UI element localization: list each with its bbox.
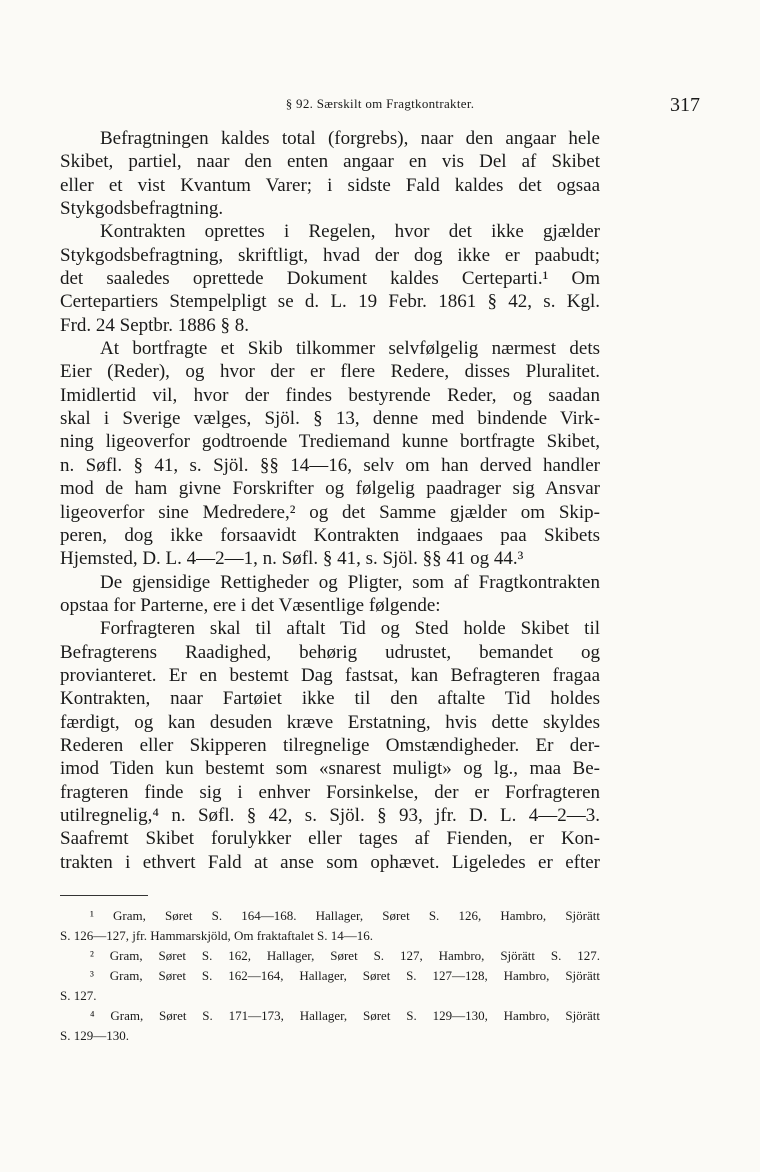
text-line: imod Tiden kun bestemt som «snarest muligt» og lg., maa Be- (60, 758, 600, 780)
text-line: Hjemsted, D. L. 4—2—1, n. Søfl. § 41, s. Sjöl. §§ 41 og 44.³ (60, 548, 524, 570)
text-line: Befragterens Raadighed, behørig udrustet, bemandet og (60, 641, 600, 663)
footnote-line: S. 127. (60, 988, 97, 1003)
text-line: fragteren finde sig i enhver Forsinkelse, der er Forfragteren (60, 781, 600, 803)
text-line: Frd. 24 Septbr. 1886 § 8. (60, 314, 249, 336)
footnote-line: S. 126—127, jfr. Hammarskjöld, Om fraktaftalet S. 14—16. (60, 928, 374, 943)
footnote-line: ⁴ Gram, Søret S. 171—173, Hallager, Søret S. 129—130, Hambro, Sjörätt (90, 1008, 600, 1023)
text-line: Saafremt Skibet forulykker eller tages af Fienden, er Kon- (60, 828, 600, 850)
text-line: Skibet, partiel, naar den enten angaar en vis Del af Skibet (60, 151, 600, 173)
text-line: Forfragteren skal til aftalt Tid og Sted holde Skibet til (100, 618, 600, 640)
text-line: Stykgodsbefragtning, skriftligt, hvad der dog ikke er paabudt; (60, 244, 600, 266)
footnote-line: ³ Gram, Søret S. 162—164, Hallager, Søret S. 127—128, Hambro, Sjörätt (90, 968, 600, 983)
text-line: det saaledes oprettede Dokument kaldes Certeparti.¹ Om (60, 268, 600, 290)
text-line: Befragtningen kaldes total (forgrebs), naar den angaar hele (100, 128, 600, 149)
footnote-divider (60, 895, 148, 896)
footnote-line: ² Gram, Søret S. 162, Hallager, Søret S. 127, Hambro, Sjörätt S. 127. (90, 948, 600, 963)
text-line: Stykgodsbefragtning. (60, 198, 224, 220)
text-line: At bortfragte et Skib tilkommer selvfølgelig nærmest dets (100, 338, 600, 360)
text-line: trakten i ethvert Fald at anse som ophævet. Ligeledes er efter (60, 851, 600, 873)
text-line: færdigt, og kan desuden kræve Erstatning, hvis dette skyldes (60, 711, 600, 733)
text-line: De gjensidige Rettigheder og Pligter, som af Fragtkontrakten (100, 571, 600, 593)
running-head: § 92. Særskilt om Fragtkontrakter. (285, 96, 475, 111)
text-line: utilregnelig,⁴ n. Søfl. § 42, s. Sjöl. § 93, jfr. D. L. 4—2—3. (60, 804, 600, 826)
text-line: peren, dog ikke forsaavidt Kontrakten indgaaes paa Skibets (60, 524, 600, 546)
page-header (60, 94, 700, 120)
text-line: provianteret. Er en bestemt Dag fastsat, kan Befragteren fragaa (60, 664, 600, 686)
text-line: Imidlertid vil, hvor der findes bestyrende Reder, og saadan (60, 384, 600, 406)
text-line: Kontrakten oprettes i Regelen, hvor det ikke gjælder (100, 221, 600, 243)
text-line: opstaa for Parterne, ere i det Væsentlige følgende: (60, 594, 441, 616)
text-line: Rederen eller Skipperen tilregnelige Omstændigheder. Er der- (60, 734, 600, 756)
text-line: Certepartiers Stempelpligt se d. L. 19 Febr. 1861 § 42, s. Kgl. (60, 291, 600, 313)
text-line: Eier (Reder), og hvor der er flere Redere, disses Pluralitet. (60, 361, 600, 383)
text-line: mod de ham givne Forskrifter og følgelig paadrager sig Ansvar (60, 478, 600, 500)
text-line: Kontrakten, naar Fartøiet ikke til den aftalte Tid holdes (60, 688, 600, 710)
page-number: 317 (670, 94, 700, 116)
footnote-line: ¹ Gram, Søret S. 164—168. Hallager, Søret S. 126, Hambro, Sjörätt (90, 908, 600, 923)
text-line: ning ligeoverfor godtroende Trediemand kunne bortfragte Skibet, (60, 431, 600, 453)
text-line: eller et vist Kvantum Varer; i sidste Fald kaldes det ogsaa (60, 174, 600, 196)
text-line: skal i Sverige vælges, Sjöl. § 13, denne med bindende Virk- (60, 408, 600, 430)
text-line: n. Søfl. § 41, s. Sjöl. §§ 14—16, selv om han derved handler (60, 454, 600, 476)
footnote-line: S. 129—130. (60, 1028, 129, 1043)
footnotes (60, 906, 600, 1046)
text-line: ligeoverfor sine Medredere,² og det Samme gjælder om Skip- (60, 501, 600, 523)
main-text (60, 127, 600, 874)
